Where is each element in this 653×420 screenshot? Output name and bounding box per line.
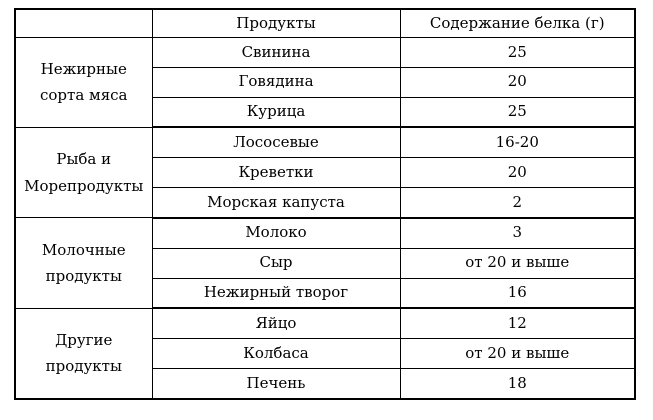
group-label-line: продукты — [45, 357, 122, 376]
table-row — [15, 308, 635, 338]
protein-cell: 20 — [400, 158, 635, 188]
product-cell: Курица — [152, 97, 400, 127]
header-protein: Содержание белка (г) — [400, 9, 635, 38]
product-cell: Морская капуста — [152, 188, 400, 218]
header-category — [15, 9, 152, 38]
group-cell-seafood — [15, 127, 152, 217]
product-cell: Нежирный творог — [152, 278, 400, 308]
group-cell-dairy — [15, 218, 152, 308]
product-cell: Креветки — [152, 158, 400, 188]
product-cell: Говядина — [152, 67, 400, 97]
protein-cell: 25 — [400, 38, 635, 68]
product-cell: Печень — [152, 369, 400, 399]
product-cell: Молоко — [152, 218, 400, 248]
table-row — [15, 127, 635, 157]
group-label-line: продукты — [45, 267, 122, 286]
protein-cell: 16 — [400, 278, 635, 308]
header-products: Продукты — [152, 9, 400, 38]
group-label-line: сорта мяса — [39, 86, 128, 105]
group-cell-lean-meat — [15, 38, 152, 128]
group-label-line: Молочные — [41, 240, 126, 259]
group-cell-other — [15, 308, 152, 399]
product-cell: Сыр — [152, 248, 400, 278]
protein-cell: 3 — [400, 218, 635, 248]
protein-cell: от 20 и выше — [400, 339, 635, 369]
protein-cell: 2 — [400, 188, 635, 218]
protein-cell: от 20 и выше — [400, 248, 635, 278]
protein-cell: 16-20 — [400, 127, 635, 157]
group-label-line: Морепродукты — [24, 176, 144, 195]
table-row — [15, 38, 635, 68]
group-label-line: Другие — [55, 331, 113, 350]
protein-cell: 20 — [400, 67, 635, 97]
protein-cell: 12 — [400, 308, 635, 338]
protein-table — [14, 8, 636, 400]
protein-cell: 25 — [400, 97, 635, 127]
product-cell: Лососевые — [152, 127, 400, 157]
table-header-row — [15, 9, 635, 38]
table-row — [15, 218, 635, 248]
product-cell: Колбаса — [152, 339, 400, 369]
group-label-line: Рыба и — [56, 150, 112, 169]
product-cell: Яйцо — [152, 308, 400, 338]
protein-cell: 18 — [400, 369, 635, 399]
group-label-line: Нежирные — [40, 60, 127, 79]
product-cell: Свинина — [152, 38, 400, 68]
